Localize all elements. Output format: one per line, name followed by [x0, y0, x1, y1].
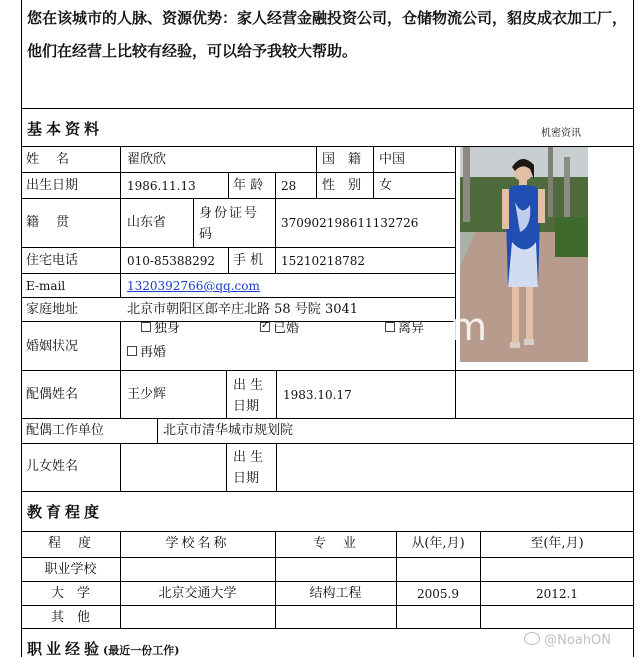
career-subtitle: (最近一份工作) [103, 644, 180, 657]
divider [21, 247, 455, 248]
education-school: 北京交通大学 [158, 586, 237, 601]
divider [226, 443, 227, 491]
spouse-work-label: 配偶工作单位 [26, 423, 105, 438]
age-label: 年 龄 [233, 178, 264, 193]
spouse-dob-value: 1983.10.17 [283, 388, 352, 402]
gender-value: 女 [379, 178, 393, 193]
education-header-to: 至(年,月) [530, 536, 584, 551]
checkbox-icon [141, 322, 151, 332]
age-value: 28 [281, 179, 297, 193]
name-label: 姓 名 [26, 152, 72, 167]
origin-label: 籍 贯 [26, 215, 72, 230]
divider [120, 443, 121, 491]
divider [21, 108, 634, 109]
career-title: 职业经验 [27, 640, 104, 658]
education-header-level: 程 度 [47, 536, 93, 551]
divider [275, 172, 276, 273]
mobile-label: 手 机 [233, 253, 264, 268]
name-value: 翟欣欣 [127, 152, 167, 167]
education-level: 职业学校 [44, 562, 97, 577]
divider [120, 321, 121, 418]
divider [21, 172, 455, 173]
divider [228, 247, 229, 273]
email-label: E-mail [26, 279, 66, 293]
marital-option-remarried[interactable]: 再婚 [127, 345, 166, 361]
weibo-icon [524, 632, 540, 645]
spouse-birth-label: 出 生 日期 [233, 378, 264, 414]
divider [21, 491, 634, 492]
education-to: 2012.1 [536, 587, 578, 601]
home-phone-label: 住宅电话 [26, 253, 79, 268]
divider [21, 273, 455, 274]
education-level: 其 他 [50, 610, 90, 625]
divider [21, 198, 455, 199]
section-title-basic: 基本资料 [27, 120, 104, 138]
marital-option-married[interactable]: ✓ 已婚 [261, 320, 300, 336]
children-birth-label: 出 生 日期 [233, 450, 264, 486]
divider [21, 581, 634, 582]
email-link[interactable]: 1320392766@qq.com [127, 279, 260, 293]
divider [316, 146, 317, 198]
watermark-center: m [450, 305, 488, 349]
mobile-value: 15210218782 [281, 254, 365, 268]
education-level: 大 学 [50, 586, 90, 601]
education-header-school: 学校名称 [165, 536, 230, 551]
divider [373, 146, 374, 198]
dob-label: 出生日期 [26, 178, 79, 193]
address-value: 北京市朝阳区郎辛庄北路 58 号院 3041 [127, 302, 359, 317]
divider [193, 198, 194, 247]
checkmark-icon: ✓ [261, 320, 270, 331]
home-phone-value: 010-85388292 [127, 254, 216, 268]
nationality-value: 中国 [379, 152, 406, 167]
marital-option-single[interactable]: 独身 [141, 321, 180, 337]
origin-value: 山东省 [127, 215, 167, 230]
divider [21, 297, 455, 298]
nationality-label: 国 籍 [322, 152, 362, 167]
section-title-career [27, 638, 179, 659]
children-label: 儿女姓名 [26, 459, 79, 474]
checkbox-icon [127, 346, 137, 356]
id-label: 身份证号码 [199, 206, 260, 242]
divider [228, 172, 229, 198]
marital-option-divorced[interactable]: 离异 [385, 321, 424, 337]
checkbox-checked-icon [260, 322, 270, 332]
divider [120, 146, 121, 297]
address-label: 家庭地址 [26, 302, 79, 317]
confidential-label: 机密资讯 [541, 128, 581, 139]
education-from: 2005.9 [417, 587, 459, 601]
divider [21, 557, 634, 558]
gender-label: 性 别 [322, 178, 362, 193]
divider [455, 146, 456, 418]
id-value: 370902198611132726 [281, 216, 419, 230]
divider [21, 443, 634, 444]
divider [21, 418, 634, 419]
section-title-education: 教育程度 [27, 503, 104, 521]
dob-value: 1986.11.13 [127, 179, 196, 193]
education-major: 结构工程 [309, 586, 362, 601]
divider [157, 418, 158, 443]
checkbox-icon [385, 322, 395, 332]
education-header-from: 从(年,月) [411, 536, 465, 551]
divider [276, 443, 277, 491]
spouse-label: 配偶姓名 [26, 387, 79, 402]
education-header-major: 专 业 [312, 536, 358, 551]
divider [276, 370, 277, 418]
divider [21, 605, 634, 606]
divider [21, 370, 634, 371]
intro-paragraph: 您在该城市的人脉、资源优势：家人经营金融投资公司，仓储物流公司，貂皮成衣加工厂，他们在经营上比较有经验，可以给予我较大帮助。 [27, 9, 628, 60]
divider [226, 370, 227, 418]
spouse-value: 王少辉 [127, 387, 167, 402]
marital-label: 婚姻状况 [26, 339, 79, 354]
divider [21, 531, 634, 532]
divider [21, 628, 634, 629]
watermark-weibo: @NoahON [524, 632, 611, 648]
spouse-work-value: 北京市清华城市规划院 [163, 423, 294, 438]
